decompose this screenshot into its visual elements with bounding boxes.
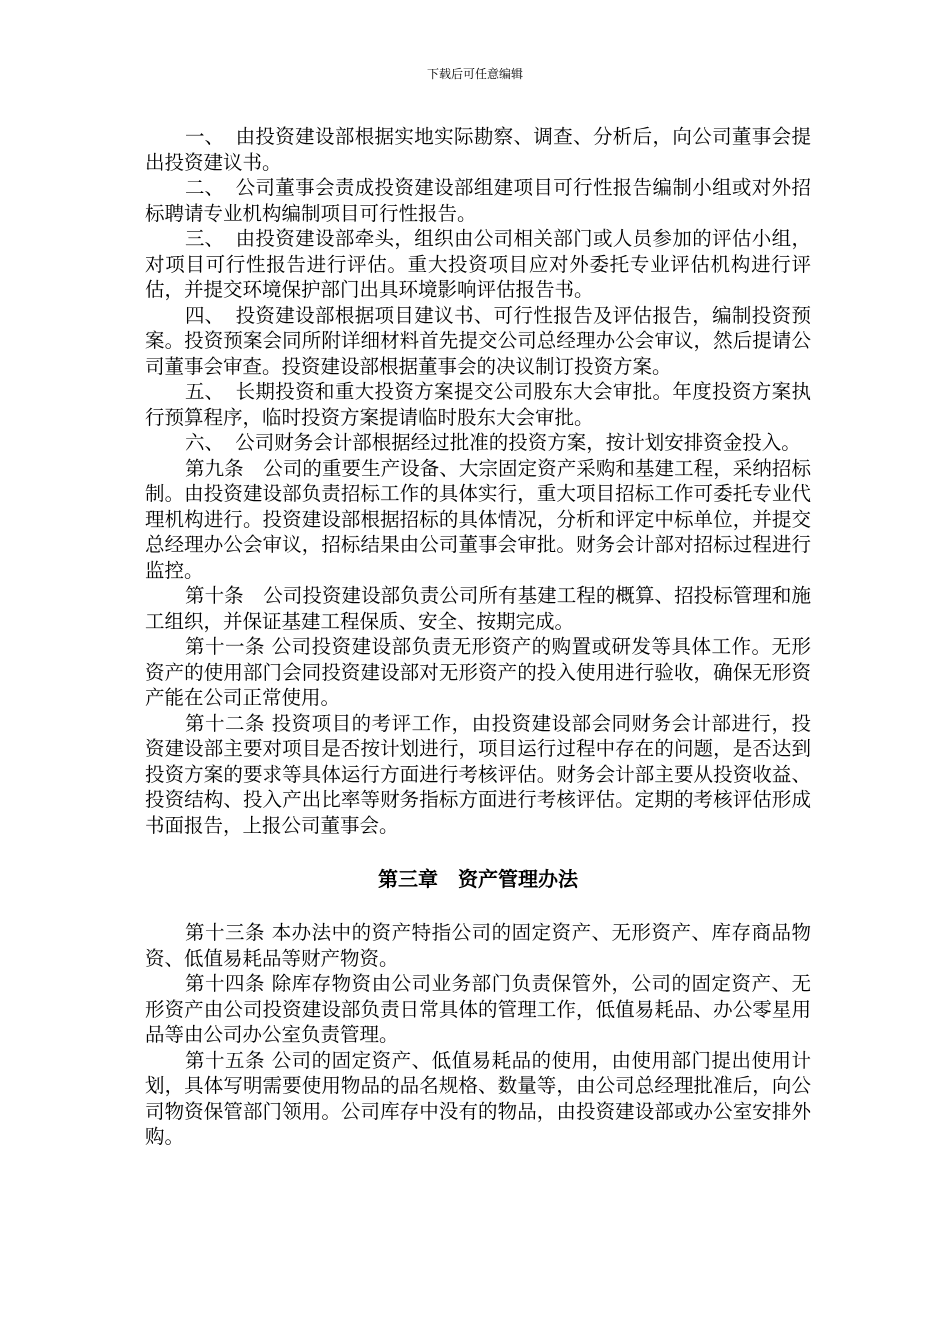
article-number: 第十四条 bbox=[185, 972, 265, 995]
item-number: 五、 bbox=[185, 380, 225, 403]
article-text: 公司投资建设部负责无形资产的购置或研发等具体工作。无形资产的使用部门会同投资建设部对无形资产的投入使用进行验收，确保无形资产能在公司正常使用。 bbox=[145, 635, 811, 709]
article-number: 第九条 bbox=[185, 456, 244, 480]
article-number: 第十三条 bbox=[185, 921, 265, 944]
article-14 bbox=[145, 971, 811, 1048]
paragraph-text: 由投资建设部根据实地实际勘察、调查、分析后，向公司董事会提出投资建议书。 bbox=[145, 125, 811, 174]
article-9 bbox=[145, 456, 811, 584]
article-text: 投资项目的考评工作，由投资建设部会同财务会计部进行，投资建设部主要对项目是否按计划进行，项目运行过程中存在的问题，是否达到投资方案的要求等具体运行方面进行考核评估。财务会计部主要从投资收益、投资结构、投入产出比率等财务指标方面进行考核评估。定期的考核评估形成书面报告，上报公司董事会。 bbox=[145, 711, 811, 837]
item-number: 二、 bbox=[185, 176, 225, 199]
item-number: 六、 bbox=[185, 431, 225, 454]
article-text: 本办法中的资产特指公司的固定资产、无形资产、库存商品物资、低值易耗品等财产物资。 bbox=[145, 921, 811, 970]
paragraph-6 bbox=[145, 430, 811, 456]
article-text: 公司的重要生产设备、大宗固定资产采购和基建工程，采纳招标制。由投资建设部负责招标工作的具体实行，重大项目招标工作可委托专业代理机构进行。投资建设部根据招标的具体情况，分析和评定中标单位，并提交总经理办公会审议，招标结果由公司董事会审批。财务会计部对招标过程进行监控。 bbox=[145, 456, 811, 582]
article-number: 第十五条 bbox=[185, 1048, 265, 1072]
paragraph-text: 由投资建设部牵头，组织由公司相关部门或人员参加的评估小组，对项目可行性报告进行评估。重大投资项目应对外委托专业评估机构进行评估，并提交环境保护部门出具环境影响评估报告书。 bbox=[145, 227, 811, 301]
article-text: 除库存物资由公司业务部门负责保管外，公司的固定资产、无形资产由公司投资建设部负责日常具体的管理工作，低值易耗品、办公零星用品等由公司办公室负责管理。 bbox=[145, 972, 811, 1046]
paragraph-3 bbox=[145, 226, 811, 303]
article-13 bbox=[145, 920, 811, 971]
item-number: 一、 bbox=[185, 125, 225, 148]
article-text: 公司的固定资产、低值易耗品的使用，由使用部门提出使用计划，具体写明需要使用物品的品名规格、数量等，由公司总经理批准后，向公司物资保管部门领用。公司库存中没有的物品，由投资建设部或办公室安排外购。 bbox=[145, 1048, 811, 1148]
article-11 bbox=[145, 634, 811, 711]
paragraph-5 bbox=[145, 379, 811, 430]
chapter-title: 第三章 资产管理办法 bbox=[378, 867, 578, 891]
paragraph-text: 公司财务会计部根据经过批准的投资方案，按计划安排资金投入。 bbox=[235, 431, 801, 454]
paragraph-text: 公司董事会责成投资建设部组建项目可行性报告编制小组或对外招标聘请专业机构编制项目可行性报告。 bbox=[145, 176, 811, 225]
article-text: 公司投资建设部负责公司所有基建工程的概算、招投标管理和施工组织，并保证基建工程保质、安全、按期完成。 bbox=[145, 584, 811, 633]
page-header: 下载后可任意编辑 bbox=[426, 67, 523, 81]
paragraph-4 bbox=[145, 303, 811, 380]
article-10 bbox=[145, 583, 811, 634]
paragraph-text: 长期投资和重大投资方案提交公司股东大会审批。年度投资方案执行预算程序，临时投资方案提请临时股东大会审批。 bbox=[145, 380, 811, 429]
document-body bbox=[145, 124, 811, 1150]
article-number: 第十二条 bbox=[185, 711, 265, 735]
article-12 bbox=[145, 711, 811, 839]
article-number: 第十条 bbox=[185, 584, 244, 607]
item-number: 三、 bbox=[185, 227, 225, 250]
item-number: 四、 bbox=[185, 303, 225, 327]
paragraph-1 bbox=[145, 124, 811, 175]
paragraph-text: 投资建设部根据项目建议书、可行性报告及评估报告，编制投资预案。投资预案会同所附详细材料首先提交公司总经理办公会审议，然后提请公司董事会审查。投资建设部根据董事会的决议制订投资方案。 bbox=[145, 303, 811, 378]
paragraph-2 bbox=[145, 175, 811, 226]
article-number: 第十一条 bbox=[185, 635, 265, 658]
article-15 bbox=[145, 1048, 811, 1150]
